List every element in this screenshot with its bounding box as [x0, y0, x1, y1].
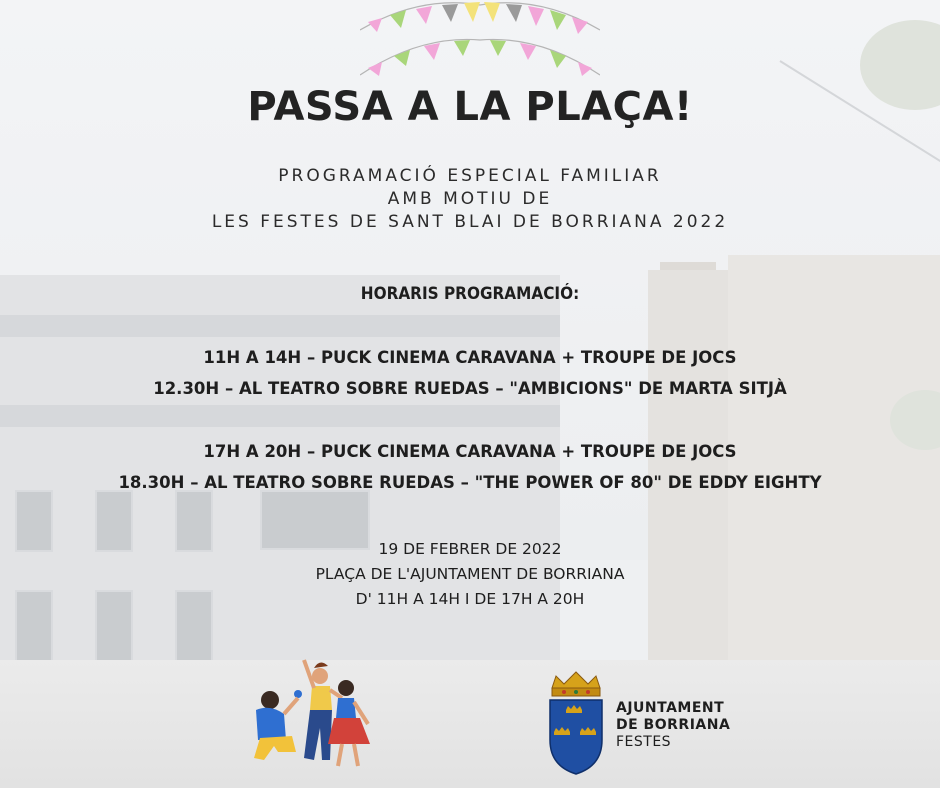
subtitle-line: LES FESTES DE SANT BLAI DE BORRIANA 2022	[211, 212, 729, 232]
event-date: 19 DE FEBRER DE 2022	[378, 540, 562, 558]
council-logo-text	[616, 700, 730, 751]
schedule-block-morning	[0, 342, 940, 404]
schedule-block-afternoon	[0, 436, 940, 498]
logo-line: DE BORRIANA	[616, 717, 731, 733]
logo-line: AJUNTAMENT	[616, 700, 725, 716]
event-subtitle	[0, 165, 940, 234]
subtitle-line: PROGRAMACIÓ ESPECIAL FAMILIAR	[278, 166, 662, 186]
schedule-line: 18.30H – AL TEATRO SOBRE RUEDAS – "THE POWER OF 80" DE EDDY EIGHTY	[118, 473, 822, 492]
event-location: PLAÇA DE L'AJUNTAMENT DE BORRIANA	[315, 565, 625, 583]
borriana-coat-of-arms	[546, 670, 606, 776]
plaza-ground	[0, 660, 940, 788]
schedule-line: 12.30H – AL TEATRO SOBRE RUEDAS – "AMBICIONS" DE MARTA SITJÀ	[153, 379, 787, 398]
schedule-line: 11H A 14H – PUCK CINEMA CARAVANA + TROUPE DE JOCS	[203, 348, 737, 367]
logo-line: FESTES	[616, 734, 672, 750]
dancing-people-illustration	[238, 648, 378, 774]
schedule-heading: HORARIS PROGRAMACIÓ:	[360, 284, 580, 304]
subtitle-line: AMB MOTIU DE	[387, 189, 553, 209]
page-title: PASSA A LA PLAÇA!	[247, 84, 693, 130]
event-hours: D' 11H A 14H I DE 17H A 20H	[355, 590, 585, 608]
schedule-line: 17H A 20H – PUCK CINEMA CARAVANA + TROUPE DE JOCS	[203, 442, 737, 461]
bunting-decoration	[360, 0, 600, 80]
event-info	[0, 537, 940, 612]
